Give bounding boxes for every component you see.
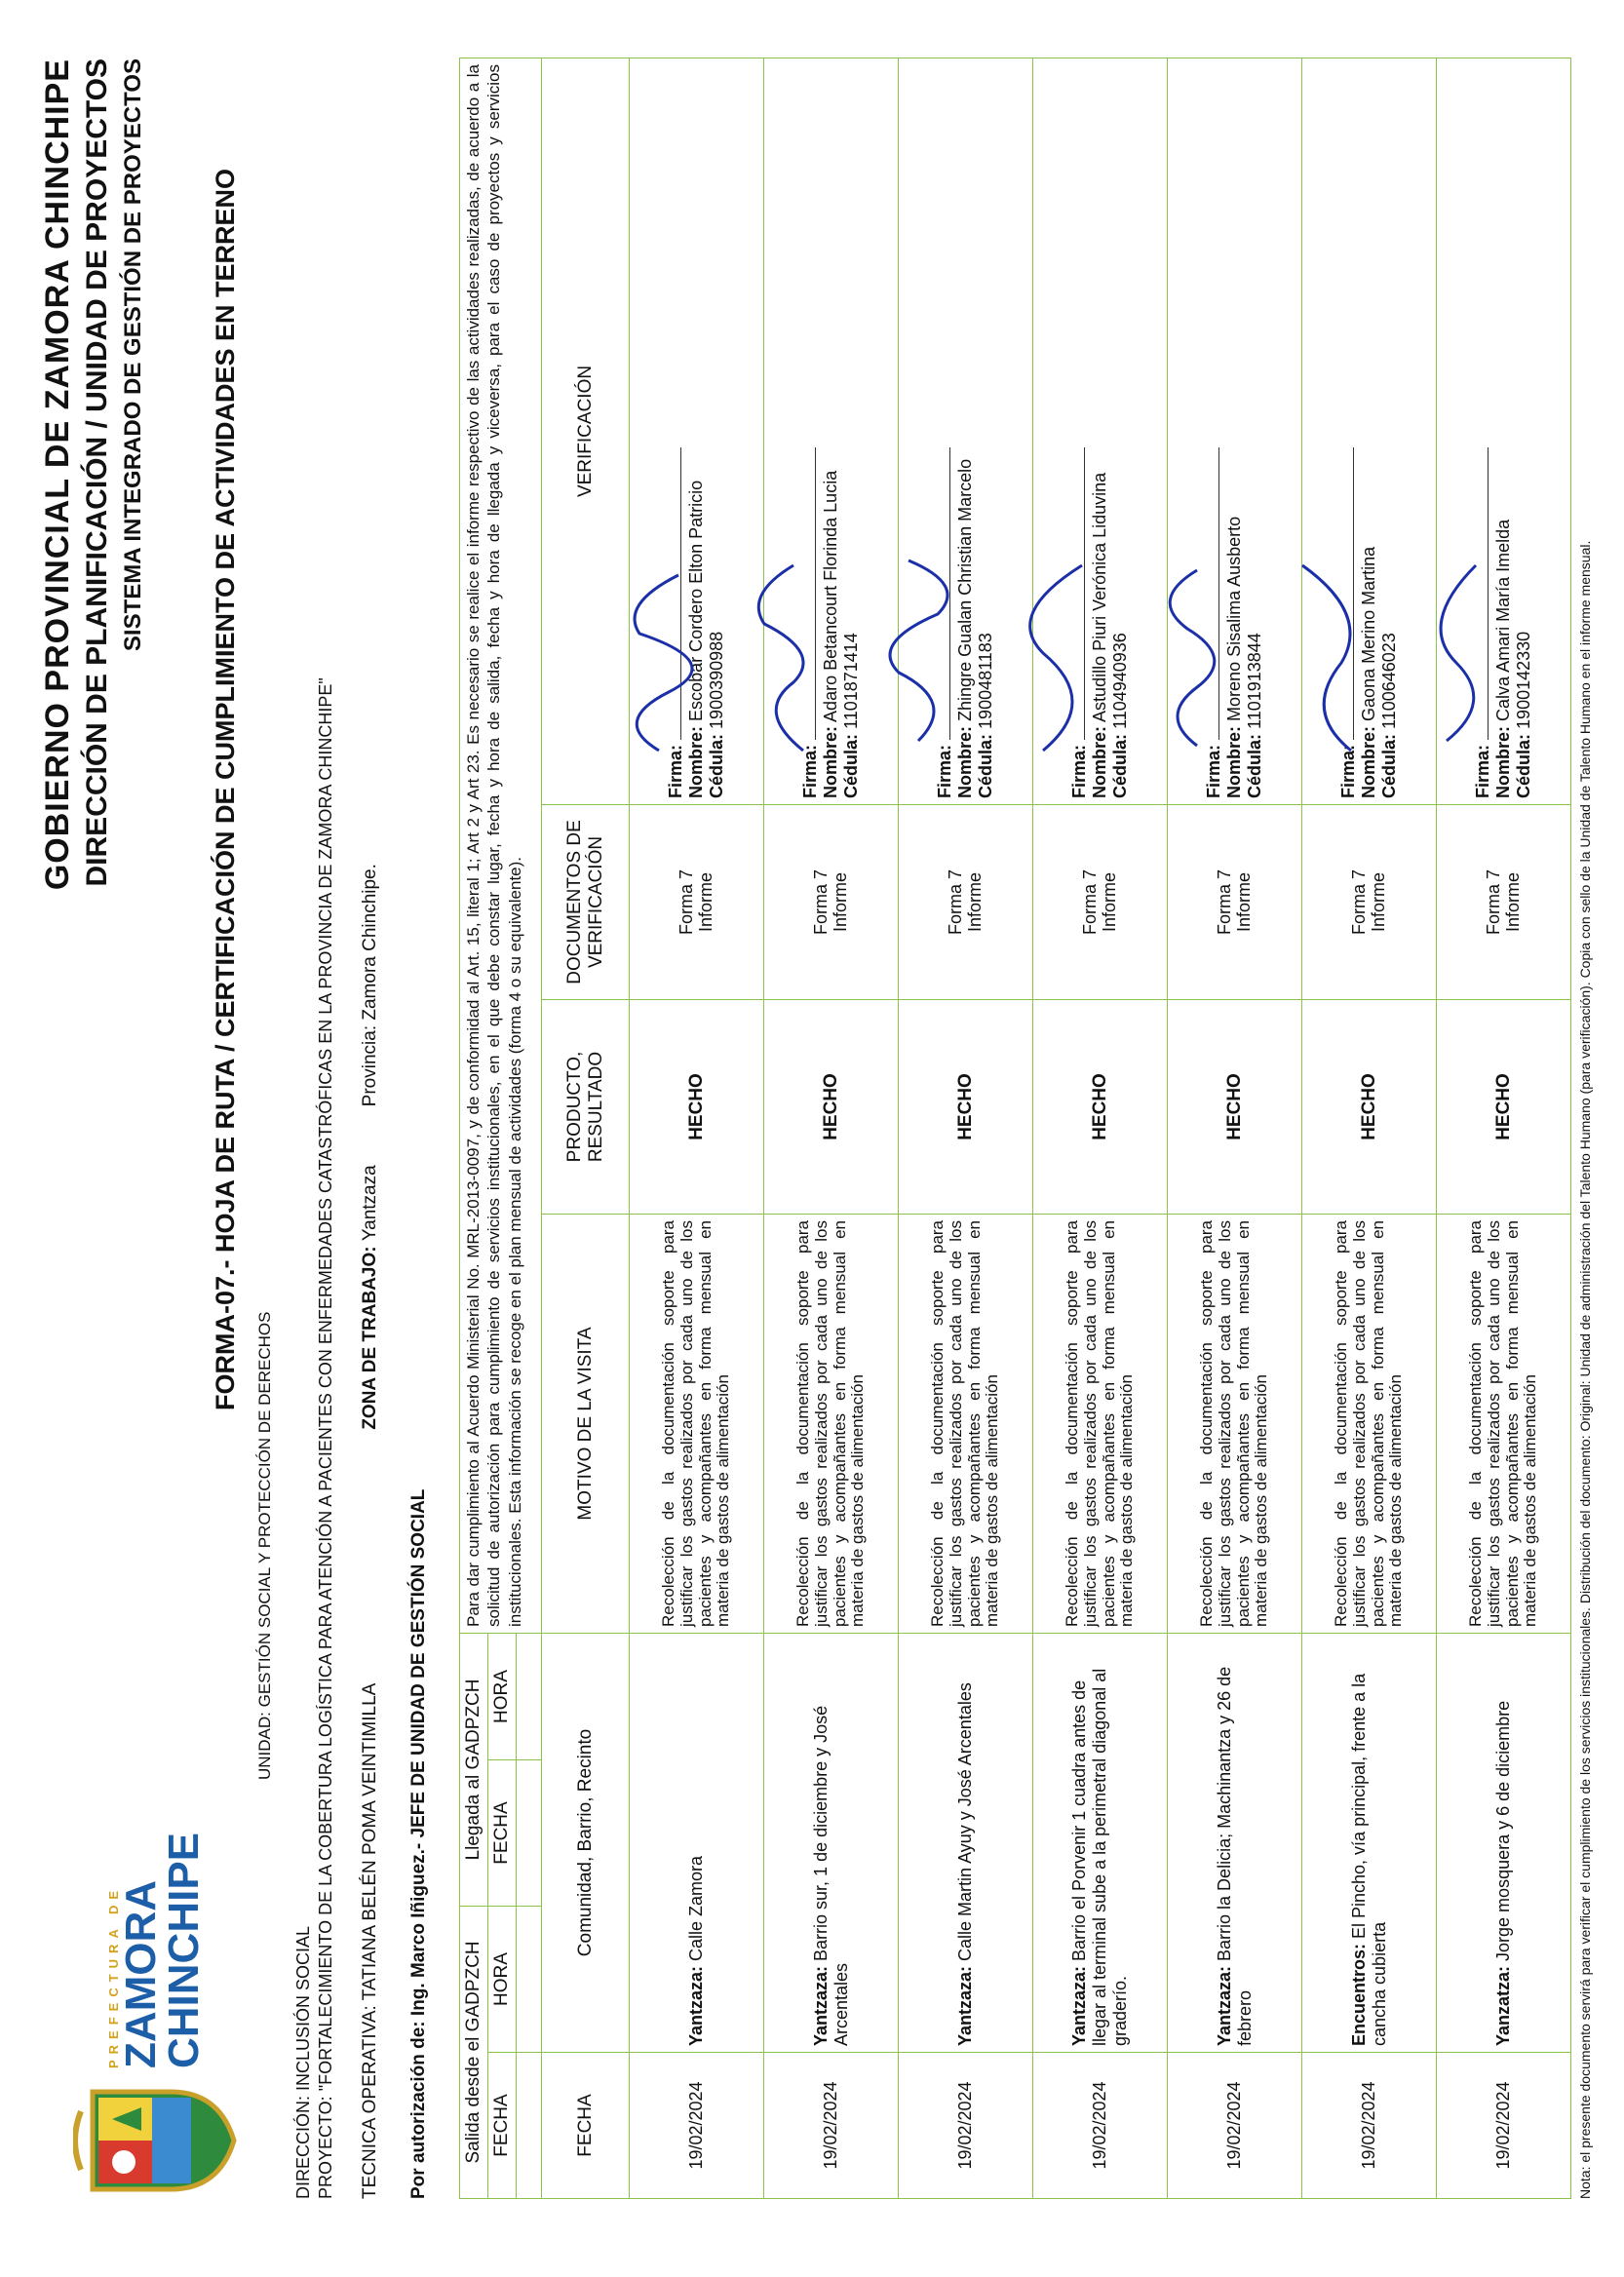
- firma-label: Firma:: [1473, 744, 1493, 798]
- nombre-label: Nombre:: [686, 725, 707, 798]
- salida-fecha-cell: [517, 2053, 542, 2199]
- doc-informe: Informe: [695, 871, 715, 932]
- nombre-value: Zhingre Gualan Christian Marcelo: [955, 458, 976, 721]
- doc-forma: Forma 7: [1348, 868, 1369, 935]
- docs-cell: [1302, 804, 1437, 999]
- motivo-cell: Recolección de la documentación soporte para justificar los gastos realizados por cada uno de los pacientes y acompañantes en forma mensual en materia de gastos de alimentación: [1033, 1214, 1168, 1633]
- cedula-label: Cédula:: [706, 733, 726, 798]
- dept-title: DIRECCIÓN DE PLANIFICACIÓN / UNIDAD DE PROYECTOS: [81, 58, 113, 887]
- lugar-cell: [1437, 1633, 1571, 2052]
- table-row: [764, 58, 899, 2198]
- footnote: Nota: el presente documento servirá para verificar el cumplimiento de los servicios institucionales. Distribución del documento: Original: Unidad de administración del Talento Humano (para verificación). Copia con sello de la Unidad de Talento Humano en el informe mensual.: [1577, 540, 1593, 2199]
- lugar-cell: [630, 1633, 764, 2052]
- cedula-label: Cédula:: [1513, 733, 1533, 798]
- zona-value: Yantzaza: [360, 1165, 380, 1242]
- lugar-cell: [1168, 1633, 1302, 2052]
- col-verif-header: VERIFICACIÓN: [542, 58, 630, 804]
- proyecto-line: [315, 58, 337, 2199]
- firma-line: [1218, 447, 1219, 740]
- firma-line: [949, 447, 950, 740]
- zona-label: ZONA DE TRABAJO:: [360, 1246, 380, 1430]
- firma-line: [815, 447, 816, 740]
- autorizacion-line: Por autorización de: Ing. Marco Iñiguez.- JEFE DE UNIDAD DE GESTIÓN SOCIAL: [408, 1488, 429, 2199]
- producto-cell: HECHO: [899, 999, 1033, 1214]
- org-title: GOBIERNO PROVINCIAL DE ZAMORA CHINCHIPE: [39, 58, 76, 891]
- cedula-label: Cédula:: [975, 733, 995, 798]
- cedula-value: 1100646023: [1378, 633, 1399, 729]
- verificacion-cell: [1302, 58, 1437, 804]
- doc-informe: Informe: [1233, 871, 1254, 932]
- docs-cell: [1437, 804, 1571, 999]
- proyecto-value: : "FORTALECIMIENTO DE LA COBERTURA LOGÍSTICA PARA ATENCIÓN A PACIENTES CON ENFERMEDADES CATASTRÓFICAS EN LA PROVINCIA DE ZAMORA CHINCHIPE": [315, 677, 335, 2102]
- table-row: [1168, 58, 1302, 2198]
- table-row: [1033, 58, 1168, 2198]
- column-header-row: [542, 58, 630, 2198]
- lugar-address: Barrio sur, 1 de diciembre y José Arcentales: [810, 1705, 851, 2046]
- col-motivo-header: MOTIVO DE LA VISITA: [542, 1214, 630, 1633]
- lugar-address: Barrio la Delicia; Machinantza y 26 de febrero: [1214, 1666, 1255, 2046]
- cedula-value: 1101913844: [1244, 633, 1264, 729]
- table-row: [630, 58, 764, 2198]
- lugar-city: Encuentros:: [1348, 1943, 1369, 2046]
- lugar-city: Yantzaza:: [810, 1965, 831, 2046]
- nombre-label: Nombre:: [1493, 725, 1514, 798]
- motivo-cell: Recolección de la documentación soporte para justificar los gastos realizados por cada uno de los pacientes y acompañantes en forma mensual en materia de gastos de alimentación: [1168, 1214, 1302, 1633]
- cedula-label: Cédula:: [1109, 733, 1130, 798]
- firma-line: [1353, 447, 1354, 740]
- system-title: SISTEMA INTEGRADO DE GESTIÓN DE PROYECTOS: [120, 58, 146, 652]
- salida-fecha-header: FECHA: [488, 2053, 517, 2199]
- col-fecha-header: FECHA: [542, 2053, 630, 2199]
- nombre-value: Escobar Cordero Elton Patricio: [686, 480, 707, 721]
- llegada-fecha-header: FECHA: [488, 1759, 517, 1906]
- doc-informe: Informe: [1502, 871, 1523, 932]
- firma-label: Firma:: [666, 744, 686, 798]
- nombre-value: Moreno Sisalima Ausberto: [1224, 516, 1245, 721]
- producto-cell: HECHO: [1168, 999, 1302, 1214]
- motivo-cell: Recolección de la documentación soporte para justificar los gastos realizados por cada uno de los pacientes y acompañantes en forma mensual en materia de gastos de alimentación: [1437, 1214, 1571, 1633]
- fecha-cell: 19/02/2024: [1437, 2053, 1571, 2199]
- table-row: [1437, 58, 1571, 2198]
- coat-of-arms-icon: [73, 2082, 239, 2199]
- doc-forma: Forma 7: [1214, 868, 1234, 935]
- doc-forma: Forma 7: [1079, 868, 1100, 935]
- llegada-hora-header: HORA: [488, 1633, 517, 1759]
- lugar-cell: [1302, 1633, 1437, 2052]
- cedula-label: Cédula:: [1378, 733, 1399, 798]
- logo-prefectura-text: PREFECTURA DE: [105, 1884, 121, 2068]
- document-header: [39, 58, 292, 2199]
- lugar-address: El Pincho, vía principal, frente a la cancha cubierta: [1348, 1673, 1389, 2046]
- nombre-label: Nombre:: [955, 725, 976, 798]
- lugar-address: Calle Martin Ayuy y José Arcentales: [955, 1682, 975, 1966]
- producto-cell: HECHO: [1302, 999, 1437, 1214]
- doc-informe: Informe: [964, 871, 985, 932]
- docs-cell: [899, 804, 1033, 999]
- salida-header: Salida desde el GADPZCH: [460, 1906, 488, 2198]
- doc-forma: Forma 7: [945, 868, 965, 935]
- cedula-label: Cédula:: [840, 733, 861, 798]
- cedula-value: 1104940936: [1109, 633, 1130, 729]
- lugar-city: Yanzatza:: [1493, 1965, 1513, 2046]
- llegada-hora-cell: [517, 1633, 542, 1759]
- col-lugar-header: Comunidad, Barrio, Recinto: [542, 1633, 630, 2052]
- prefectura-logo: [58, 1829, 253, 2199]
- salida-hora-header: HORA: [488, 1906, 517, 2052]
- lugar-address: Calle Zamora: [686, 1855, 706, 1966]
- logo-zamora-text: ZAMORA: [116, 1879, 165, 2068]
- doc-forma: Forma 7: [676, 868, 696, 935]
- lugar-cell: [764, 1633, 899, 2052]
- lugar-address: Jorge mosquera y 6 de diciembre: [1493, 1700, 1513, 1966]
- direccion-line: [292, 58, 315, 2199]
- fecha-cell: 19/02/2024: [630, 2053, 764, 2199]
- direccion-value: : INCLUSIÓN SOCIAL: [293, 1925, 313, 2101]
- producto-cell: HECHO: [1437, 999, 1571, 1214]
- col-docs-header: DOCUMENTOS DE VERIFICACIÓN: [542, 804, 630, 999]
- verificacion-cell: [630, 58, 764, 804]
- verificacion-cell: [899, 58, 1033, 804]
- doc-forma: Forma 7: [1483, 868, 1503, 935]
- unidad-value: : GESTIÓN SOCIAL Y PROTECCIÓN DE DERECHOS: [255, 1311, 274, 1717]
- cedula-value: 1101871414: [840, 633, 861, 729]
- docs-cell: [630, 804, 764, 999]
- salida-hora-cell: [517, 1906, 542, 2052]
- table-row: [1302, 58, 1437, 2198]
- lugar-city: Yantzaza:: [1069, 1965, 1089, 2046]
- nombre-value: Astudillo Piuri Verónica Liduvina: [1090, 472, 1110, 722]
- motivo-cell: Recolección de la documentación soporte para justificar los gastos realizados por cada uno de los pacientes y acompañantes en forma mensual en materia de gastos de alimentación: [1302, 1214, 1437, 1633]
- producto-cell: HECHO: [630, 999, 764, 1214]
- doc-informe: Informe: [830, 871, 850, 932]
- lugar-cell: [899, 1633, 1033, 2052]
- nombre-value: Calva Amari María Imelda: [1493, 519, 1514, 721]
- col-producto-header: PRODUCTO, RESULTADO: [542, 999, 630, 1214]
- firma-line: [680, 447, 681, 740]
- fecha-cell: 19/02/2024: [899, 2053, 1033, 2199]
- unidad-line: [255, 1312, 275, 1781]
- docs-cell: [1168, 804, 1302, 999]
- doc-forma: Forma 7: [810, 868, 831, 935]
- route-table: [459, 58, 1571, 2199]
- lugar-city: Yantzaza:: [686, 1965, 706, 2046]
- motivo-cell: Recolección de la documentación soporte para justificar los gastos realizados por cada uno de los pacientes y acompañantes en forma mensual en materia de gastos de alimentación: [899, 1214, 1033, 1633]
- lugar-cell: [1033, 1633, 1168, 2052]
- logo-chinchipe-text: CHINCHIPE: [159, 1832, 208, 2068]
- nombre-label: Nombre:: [1359, 725, 1379, 798]
- firma-label: Firma:: [800, 744, 821, 798]
- firma-label: Firma:: [935, 744, 955, 798]
- docs-cell: [764, 804, 899, 999]
- nombre-label: Nombre:: [1090, 725, 1110, 798]
- fecha-cell: 19/02/2024: [1168, 2053, 1302, 2199]
- firma-label: Firma:: [1338, 744, 1359, 798]
- lugar-city: Yantzaza:: [1214, 1965, 1234, 2046]
- cedula-value: 1900390988: [706, 631, 726, 729]
- verificacion-cell: [1437, 58, 1571, 804]
- project-info: [292, 58, 336, 2199]
- docs-cell: [1033, 804, 1168, 999]
- llegada-header: Llegada al GADPZCH: [460, 1633, 488, 1906]
- lugar-city: Yantzaza:: [955, 1965, 975, 2046]
- tecnica-line: [360, 58, 381, 2199]
- nombre-label: Nombre:: [821, 725, 841, 798]
- nombre-value: Gaona Merino Martina: [1359, 546, 1379, 721]
- fecha-cell: 19/02/2024: [1033, 2053, 1168, 2199]
- cedula-label: Cédula:: [1244, 733, 1264, 798]
- tecnica-operativa: TECNICA OPERATIVA: TATIANA BELÉN POMA VEINTIMILLA: [360, 1682, 380, 2199]
- form-title: FORMA-07.- HOJA DE RUTA / CERTIFICACIÓN DE CUMPLIMIENTO DE ACTIVIDADES EN TERRENO: [211, 168, 240, 1411]
- lugar-address: Barrio el Porvenir 1 cuadra antes de llegar al terminal sube a la perimetral diagonal al graderío.: [1069, 1668, 1130, 2046]
- producto-cell: HECHO: [1033, 999, 1168, 1214]
- motivo-cell: Recolección de la documentación soporte para justificar los gastos realizados por cada uno de los pacientes y acompañantes en forma mensual en materia de gastos de alimentación: [764, 1214, 899, 1633]
- firma-label: Firma:: [1204, 744, 1224, 798]
- producto-cell: HECHO: [764, 999, 899, 1214]
- provincia: Provincia: Zamora Chinchipe.: [360, 864, 380, 1107]
- table-row: [899, 58, 1033, 2198]
- travel-header-row: [460, 58, 488, 2198]
- firma-line: [1084, 447, 1085, 740]
- verificacion-cell: [764, 58, 899, 804]
- nombre-value: Adaro Betancourt Florinda Lucia: [821, 470, 841, 722]
- llegada-fecha-cell: [517, 1759, 542, 1906]
- direccion-label: DIRECCIÓN: [293, 2100, 313, 2199]
- firma-label: Firma:: [1069, 744, 1090, 798]
- proyecto-label: PROYECTO: [315, 2101, 335, 2199]
- motivo-cell: Recolección de la documentación soporte para justificar los gastos realizados por cada uno de los pacientes y acompañantes en forma mensual en materia de gastos de alimentación: [630, 1214, 764, 1633]
- fecha-cell: 19/02/2024: [764, 2053, 899, 2199]
- cedula-value: 1900142330: [1513, 631, 1533, 729]
- doc-informe: Informe: [1368, 871, 1388, 932]
- unidad-label: UNIDAD: [255, 1716, 274, 1780]
- firma-line: [1488, 447, 1489, 740]
- regulation-note: Para dar cumplimiento al Acuerdo Ministerial No. MRL-2013-0097, y de conformidad al Art. 15, literal 1; Art 2 y Art 23. Es necesario se realice el informe respectivo de las actividades realizadas, de acuerdo a la solicitud de autorización para cumplimiento de servicios institucionales, en el que debe constar lugar, fecha y hora de salida, fecha y hora de llegada y viceversa, para el caso de proyectos y servicios institucionales. Esta información se recoge en el plan mensual de actividades (forma 4 o su equivalente).: [460, 58, 542, 1633]
- verificacion-cell: [1168, 58, 1302, 804]
- cedula-value: 1900481183: [975, 633, 995, 729]
- zona-trabajo: [360, 1165, 381, 1429]
- fecha-cell: 19/02/2024: [1302, 2053, 1437, 2199]
- doc-informe: Informe: [1099, 871, 1119, 932]
- verificacion-cell: [1033, 58, 1168, 804]
- nombre-label: Nombre:: [1224, 725, 1245, 798]
